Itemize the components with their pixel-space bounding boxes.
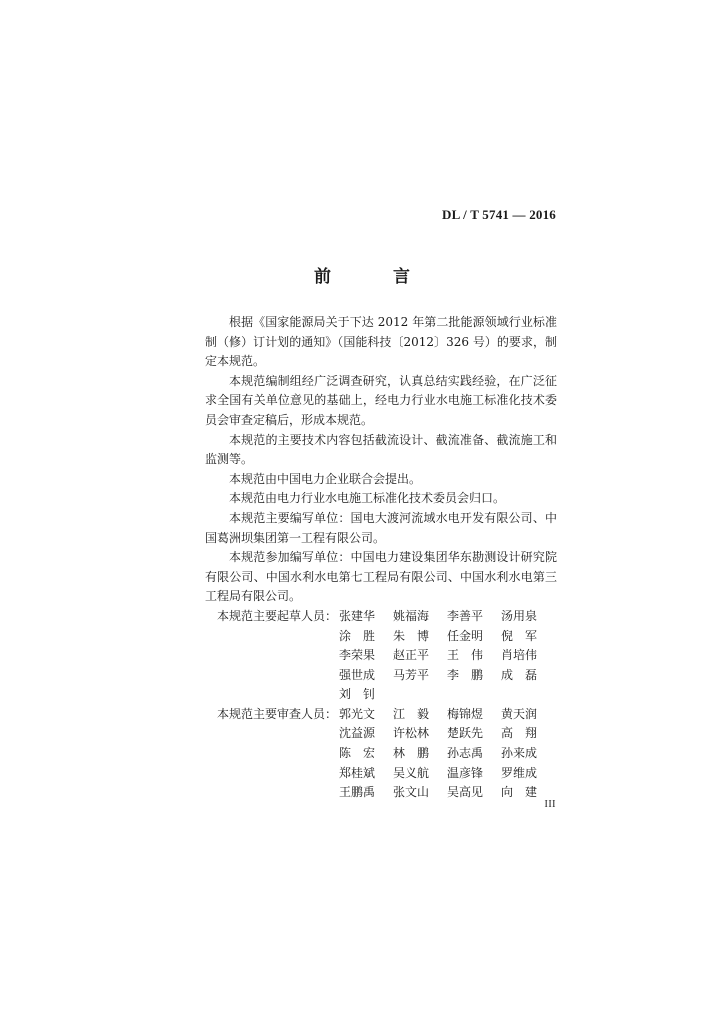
reviewer-name: 王鹏禹 (339, 785, 376, 800)
reviewers-label: 本规范主要审查人员： (217, 706, 338, 721)
standard-code: DL / T 5741 — 2016 (441, 207, 556, 222)
reviewer-name: 向 建 (501, 785, 538, 800)
page-title: 前 言 (314, 267, 438, 287)
drafter-name: 姚福海 (393, 608, 430, 623)
page-number: III (544, 799, 556, 810)
drafter-name: 赵正平 (393, 648, 430, 663)
drafter-name: 成 磊 (501, 667, 538, 682)
drafters-section (205, 607, 557, 705)
drafter-name: 汤用泉 (501, 608, 538, 623)
drafter-name: 王 伟 (447, 648, 484, 663)
reviewer-name: 张文山 (393, 785, 430, 800)
paragraph-contents: 本规范的主要技术内容包括截流设计、截流准备、截流施工和监测等。 (205, 432, 557, 467)
reviewer-name: 吴义航 (393, 765, 430, 780)
paragraph-compilation: 本规范编制组经广泛调查研究，认真总结实践经验，在广泛征求全国有关单位意见的基础上，经电力行业水电施工标准化技术委员会审查定稿后，形成本规范。 (205, 373, 557, 427)
reviewers-list (339, 705, 557, 803)
foreword-body (205, 313, 557, 803)
reviewer-name: 梅锦煜 (447, 706, 484, 721)
drafters-list (339, 607, 557, 705)
paragraph-participating-units: 本规范参加编写单位：中国电力建设集团华东勘测设计研究院有限公司、中国水利水电第七工程局有限公司、中国水利水电第三工程局有限公司。 (205, 550, 557, 604)
reviewer-name: 陈 宏 (339, 746, 376, 761)
drafter-name: 李荣果 (339, 648, 376, 663)
paragraph-administrator: 本规范由电力行业水电施工标准化技术委员会归口。 (229, 491, 506, 506)
drafter-name: 刘 钊 (339, 687, 376, 702)
drafter-name: 强世成 (339, 667, 376, 682)
reviewer-name: 郑桂斌 (339, 765, 376, 780)
reviewer-name: 吴高见 (447, 785, 484, 800)
drafter-name: 李 鹏 (447, 667, 484, 682)
reviewer-name: 孙来成 (501, 746, 538, 761)
drafter-name: 肖培伟 (501, 648, 538, 663)
drafter-name: 朱 博 (393, 628, 430, 643)
drafter-name: 倪 军 (501, 628, 538, 643)
reviewer-name: 孙志禹 (447, 746, 484, 761)
reviewer-name: 高 翔 (501, 726, 538, 741)
reviewer-name: 楚跃先 (447, 726, 484, 741)
drafter-name: 马芳平 (393, 667, 430, 682)
reviewer-name: 林 鹏 (393, 746, 430, 761)
reviewers-section (205, 705, 557, 803)
drafter-name: 张建华 (339, 608, 376, 623)
drafter-name: 涂 胜 (339, 628, 376, 643)
reviewer-name: 江 毅 (393, 706, 430, 721)
drafter-name: 任金明 (447, 628, 484, 643)
paragraph-proposer: 本规范由中国电力企业联合会提出。 (229, 471, 422, 486)
reviewer-name: 沈益源 (339, 726, 376, 741)
drafters-label: 本规范主要起草人员： (217, 608, 338, 623)
reviewer-name: 罗维成 (501, 765, 538, 780)
reviewer-name: 许松林 (393, 726, 430, 741)
paragraph-basis: 根据《国家能源局关于下达 2012 年第二批能源领域行业标准制（修）订计划的通知》（国能科技〔2012〕326 号）的要求，制定本规范。 (205, 315, 557, 369)
reviewer-name: 郭光文 (339, 706, 376, 721)
paragraph-chief-units: 本规范主要编写单位：国电大渡河流域水电开发有限公司、中国葛洲坝集团第一工程有限公司。 (205, 510, 557, 545)
drafter-name: 李善平 (447, 608, 484, 623)
reviewer-name: 温彦锋 (447, 765, 484, 780)
reviewer-name: 黄天润 (501, 706, 538, 721)
